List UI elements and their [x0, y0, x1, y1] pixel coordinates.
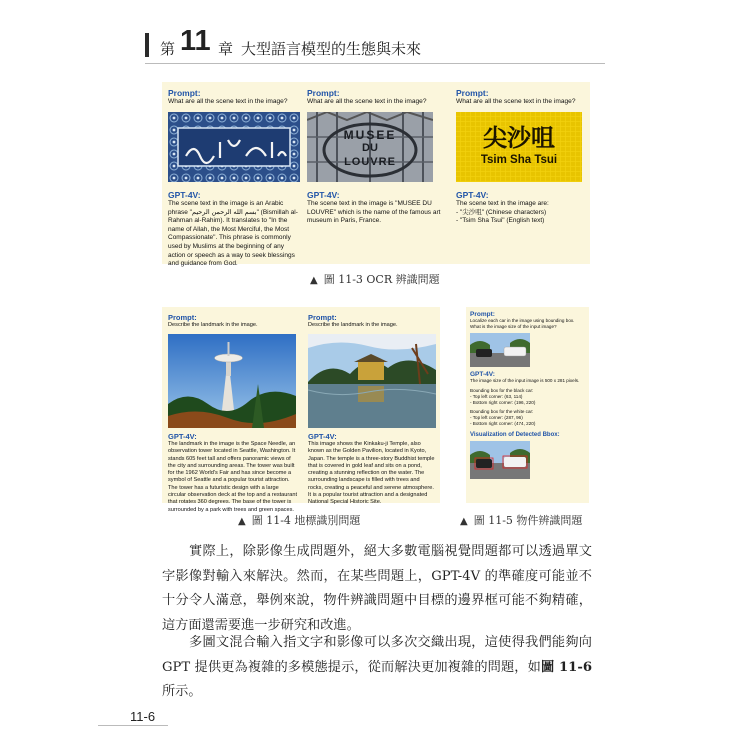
answer-item: - "尖沙咀" (Chinese characters) — [456, 208, 547, 216]
fig3-col-louvre — [307, 88, 442, 226]
page-number: 11-6 — [130, 709, 156, 724]
answer-label: GPT-4V: — [308, 432, 337, 441]
bbox-visualization-image — [470, 441, 530, 479]
answer-text: This image shows the Kinkaku-ji Temple, also known as the Golden Pavilion, located in Kyoto, Japan. The temple is a three-story Buddhist temple that is covered in gold leaf and sits on a pond, creating a stunning reflection on the water. The surrounding landscape is filled with trees and rocks, creating a peaceful and serene atmosphere. It is a popular tourist attraction and a designated National Special Historic Site. — [308, 441, 435, 506]
answer-item: - "Tsim Sha Tsui" (English text) — [456, 217, 545, 225]
prompt-text: What are all the scene text in the image? — [307, 98, 427, 105]
answer-text: The scene text in the image is an Arabic phrase "بسم الله الرحمن الرحيم" (Bismillah al-Rahman al-Rahim). It translates to "In the name of Allah, the Most Merciful, the Most Compassionate". This phrase is commonly used by Muslims at the beginning of any action or speech as a way to seek blessings and guidance from God. — [168, 200, 298, 268]
figure-11-4 — [162, 307, 440, 513]
white-car-title: Bounding box for the white car: — [470, 409, 534, 415]
caption-text: 圖 11-4 地標識別問題 — [251, 514, 361, 527]
fig3-col-tsimshatsui — [456, 88, 586, 226]
prompt-label: Prompt: — [168, 313, 197, 322]
body-paragraph-1: 實際上，除影像生成問題外，絕大多數電腦視覺問題都可以透過單文字影像對輸入來解決。然而，在某些問題上，GPT-4V 的準確度可能並不十分令人滿意，舉例來說，物件辨識問題中目標的邊界框可能不夠精確，這方面還需要進一步研究和改進。 — [162, 544, 592, 633]
prompt-text: Describe the landmark in the image. — [168, 322, 258, 328]
white-car-bottom-right: - Bottom right corner: (474, 220) — [470, 420, 536, 426]
caption-triangle-icon: ▲ — [310, 275, 318, 286]
figure-11-3-caption — [310, 271, 440, 287]
prompt-label: Prompt: — [307, 88, 340, 98]
caption-triangle-icon: ▲ — [460, 516, 468, 527]
image-text-louvre: LOUVRE — [344, 156, 396, 168]
black-car-bottom-right: - Bottom right corner: (196, 220) — [470, 399, 536, 405]
figure-11-5 — [466, 307, 589, 503]
answer-label: GPT-4V: — [456, 190, 489, 200]
chapter-suffix: 章 — [218, 40, 234, 58]
black-car-top-left: - Top left corner: (63, 114) — [470, 393, 523, 399]
caption-text: 圖 11-5 物件辨識問題 — [473, 514, 583, 527]
answer-text: The scene text in the image is "MUSEE DU LOUVRE" which is the name of the famous art museum in Paris, France. — [307, 200, 441, 225]
image-text-musee: MUSEE — [343, 128, 397, 142]
arabic-tile-image — [168, 112, 300, 182]
black-car-title: Bounding box for the black car: — [470, 387, 534, 393]
white-car-top-left: - Top left corner: (287, 96) — [470, 415, 523, 421]
prompt-text: What are all the scene text in the image? — [456, 98, 576, 105]
prompt-text: Describe the landmark in the image. — [308, 322, 398, 328]
folio-rule — [98, 725, 168, 726]
answer-size: The image size of the input image is 500 x 281 pixels. — [470, 378, 580, 384]
prompt-text: What are all the scene text in the image? — [168, 98, 288, 105]
fig5-content — [470, 311, 586, 479]
fig3-col-arabic — [168, 88, 300, 269]
caption-text: 圖 11-3 OCR 辨識問題 — [323, 273, 440, 286]
body-paragraph-2 — [162, 631, 592, 705]
answer-label: GPT-4V: — [168, 190, 201, 200]
tsimshatsui-sign-image — [456, 112, 582, 182]
header-rule — [145, 63, 605, 64]
figure-11-3 — [162, 82, 590, 268]
paragraph-text: 多圖文混合輸入指文字和影像可以多次交織出現，這使得我們能夠向 GPT 提供更為複雜的多模態提示，從而解決更加複雜的問題，如 — [162, 635, 592, 675]
figure-reference: 圖 11-6 — [540, 659, 592, 675]
image-text-du: DU — [362, 142, 378, 154]
answer-label: GPT-4V: — [470, 371, 495, 379]
visualization-label: Visualization of Detected Bbox: — [470, 431, 560, 438]
image-text-english: Tsim Sha Tsui — [480, 154, 558, 166]
prompt-label: Prompt: — [456, 88, 489, 98]
chapter-number: 11 — [180, 25, 211, 57]
answer-label: GPT-4V: — [168, 432, 197, 441]
chapter-prefix: 第 — [160, 40, 176, 58]
kinkakuji-image — [308, 334, 436, 428]
louvre-sign-image — [307, 112, 433, 182]
paragraph-text-end: 所示。 — [162, 684, 202, 699]
cars-road-image — [470, 333, 530, 367]
fig4-col-kinkakuji — [308, 313, 436, 507]
figure-11-4-caption — [238, 512, 360, 528]
prompt-label: Prompt: — [470, 311, 495, 318]
answer-text: The landmark in the image is the Space Needle, an observation tower located in Seattle, Washington. It stands 605 feet tall and offers panoramic views of the city and surrounding areas. The tower was built for the 1962 World's Fair and has since become a symbol of Seattle and a popular tourist attraction. The tower has a futuristic design with a large circular observation deck at the top and a restaurant that rotates 360 degrees. The base of the tower is surrounded by a park with trees and green spaces. — [168, 441, 298, 513]
figure-11-5-caption — [460, 512, 582, 528]
caption-triangle-icon: ▲ — [238, 516, 246, 527]
space-needle-image — [168, 334, 296, 428]
fig4-col-space-needle — [168, 313, 298, 514]
header-accent-bar — [145, 33, 149, 57]
answer-label: GPT-4V: — [307, 190, 340, 200]
chapter-title: 大型語言模型的生態與未來 — [241, 40, 422, 58]
prompt-label: Prompt: — [308, 313, 337, 322]
image-text-chinese: 尖沙咀 — [483, 124, 555, 152]
prompt-label: Prompt: — [168, 88, 201, 98]
prompt-text: Localize each car in the image using bounding box. What is the image size of the input image? — [470, 318, 575, 329]
answer-intro: The scene text in the image are: — [456, 200, 549, 207]
